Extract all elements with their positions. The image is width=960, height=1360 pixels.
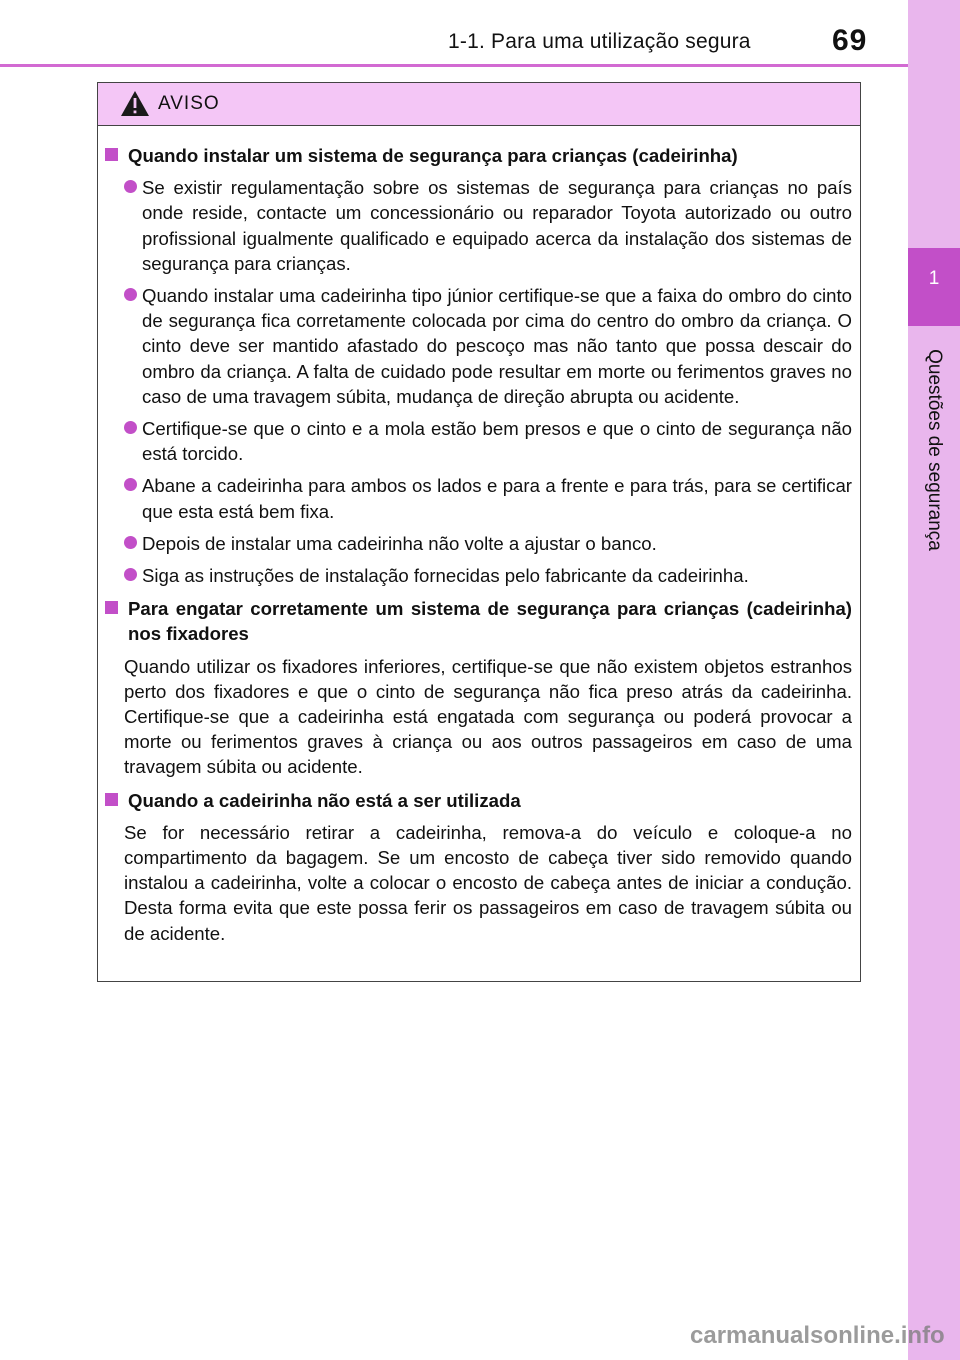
section-paragraph: Se for necessário retirar a cadeirinha, remova-a do veículo e coloque-a no compartimento da bagagem. Se um encosto de cabeça tiver sido removido quando instalou a cadeirinha, volte a colocar o encosto de cabeça antes de iniciar a condução. Desta forma evita que este possa ferir os passageiros em caso de travagem súbita ou de acidente. [124,821,852,944]
warning-header [98,83,860,126]
warning-label: AVISO [158,93,220,114]
list-item-text: Siga as instruções de instalação fornecidas pelo fabricante da cadeirinha. [142,565,749,587]
running-header-title: 1-1. Para uma utilização segura [448,30,751,53]
section-paragraph: Quando utilizar os fixadores inferiores, certifique-se que não existem objetos estranhos perto dos fixadores e que o cinto de segurança não fica preso atrás da cadeirinha. Certifique-se que a cadeirinha está engatada com segurança ou poderá provocar a morte ou ferimentos graves à criança ou aos outros passageiros em caso de uma travagem súbita ou acidente. [124,655,852,778]
bullet-dot-icon [124,478,137,491]
list-item [124,563,852,588]
header-divider [0,64,908,67]
bullet-dot-icon [124,421,137,434]
list-item [124,531,852,556]
page-number: 69 [832,24,868,57]
list-item [124,175,852,276]
section-title-text: Quando instalar um sistema de segurança para crianças (cadeirinha) [128,145,738,166]
section-title-text: Para engatar corretamente um sistema de segurança para crianças (cadeirinha) nos fixadores [128,598,852,645]
bullet-dot-icon [124,288,137,301]
section-square-icon [105,601,118,614]
chapter-side-tab [908,0,960,1360]
list-item-text: Se existir regulamentação sobre os sistemas de segurança para crianças no país onde reside, contacte um concessionário ou reparador Toyota autorizado ou outro profissional igualmente qualificado e equipado acerca da instalação dos sistemas de segurança para crianças. [142,177,852,274]
section-title [102,788,852,813]
list-item [124,416,852,466]
chapter-number: 1 [928,268,940,289]
section-title [102,143,852,168]
warning-triangle-icon [120,90,150,122]
watermark: carmanualsonline.info [690,1322,945,1349]
list-item [124,473,852,523]
section-title-text: Quando a cadeirinha não está a ser utilizada [128,789,521,811]
list-item-text: Quando instalar uma cadeirinha tipo júnior certifique-se que a faixa do ombro do cinto de segurança fica corretamente colocada por cima do centro do ombro da criança. O cinto deve ser mantido afastado do pescoço mas não tanto que possa descair do ombro da criança. A falta de cuidado pode resultar em morte ou ferimentos graves no caso de uma travagem súbita, mudança de direção abrupta ou acidente. [142,285,852,407]
warning-box [97,82,861,982]
chapter-label: Questões de segurança [924,349,945,551]
section-title [102,596,852,646]
warning-content [98,143,860,946]
list-item-text: Abane a cadeirinha para ambos os lados e para a frente e para trás, para se certificar que esta está bem fixa. [142,475,852,522]
list-item [124,283,852,409]
bullet-dot-icon [124,180,137,193]
section-square-icon [105,793,118,806]
bullet-dot-icon [124,568,137,581]
list-item-text: Depois de instalar uma cadeirinha não volte a ajustar o banco. [142,532,657,554]
list-item-text: Certifique-se que o cinto e a mola estão bem presos e que o cinto de segurança não está torcido. [142,418,852,465]
section-square-icon [105,148,118,161]
bullet-dot-icon [124,536,137,549]
